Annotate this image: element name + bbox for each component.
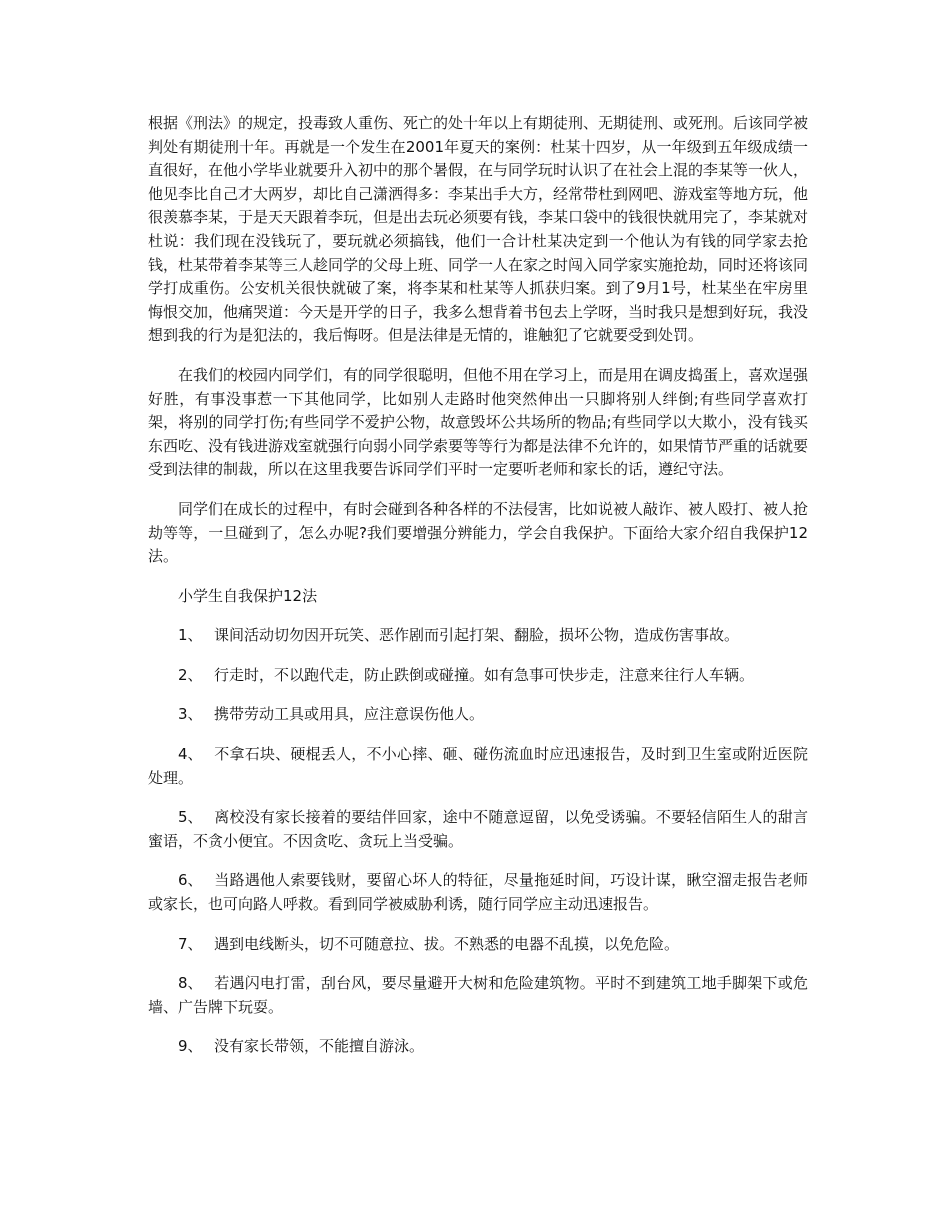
list-item-text: 不拿石块、硬棍丢人，不小心摔、砸、碰伤流血时应迅速报告，及时到卫生室或附近医院处理。 [148, 745, 808, 787]
list-item [148, 933, 808, 957]
list-item [148, 806, 808, 853]
list-title: 小学生自我保护12法 [178, 586, 318, 605]
list-item [148, 624, 808, 648]
document-page [148, 112, 808, 1059]
paragraph-school-behavior: 在我们的校园内同学们，有的同学很聪明，但他不用在学习上，而是用在调皮捣蛋上，喜欢逞强好胜，有事没事惹一下其他同学，比如别人走路时他突然伸出一只脚将别人绊倒;有些同学喜欢打架，将别的同学打伤;有些同学不爱护公物，故意毁坏公共场所的物品;有些同学以大欺小，没有钱买东西吃、没有钱进游戏室就强行向弱小同学索要等等行为都是法律不允许的，如果情节严重的话就要受到法律的制裁，所以在这里我要告诉同学们平时一定要听老师和家长的话，遵纪守法。 [148, 365, 809, 479]
list-item-text: 离校没有家长接着的要结伴回家，途中不随意逗留，以免受诱骗。不要轻信陌生人的甜言蜜语，不贪小便宜。不因贪吃、贪玩上当受骗。 [148, 808, 808, 850]
list-item-text: 行走时，不以跑代走，防止跌倒或碰撞。如有急事可快步走，注意来往行人车辆。 [214, 665, 755, 684]
list-item-number: 5、 [178, 808, 203, 827]
paragraph-case-story: 根据《刑法》的规定，投毒致人重伤、死亡的处十年以上有期徒刑、无期徒刑、或死刑。后该同学被判处有期徒刑十年。再就是一个发生在2001年夏天的案例：杜某十四岁，从一年级到五年级成绩一直很好，在他小学毕业就要升入初中的那个暑假，在与同学玩时认识了在社会上混的李某等一伙人，他见李比自己才大两岁，却比自己潇洒得多：李某出手大方，经常带杜到网吧、游戏室等地方玩，他很羡慕李某，于是天天跟着李玩，但是出去玩必须要有钱，李某口袋中的钱很快就用完了，李某就对杜说：我们现在没钱玩了，要玩就必须搞钱，他们一合计杜某决定到一个他认为有钱的同学家去抢钱，杜某带着李某等三人趁同学的父母上班、同学一人在家之时闯入同学家实施抢劫，同时还将该同学打成重伤。公安机关很快就破了案，将李某和杜某等人抓获归案。到了9月1号，杜某坐在牢房里悔恨交加，他痛哭道：今天是开学的日子，我多么想背着书包去上学呀，当时我只是想到好玩，我没想到我的行为是犯法的，我后悔呀。但是法律是无情的，谁触犯了它就要受到处罚。 [148, 114, 809, 345]
list-item [148, 743, 808, 790]
list-item-number: 2、 [178, 665, 203, 684]
list-item [148, 972, 808, 1019]
list-item-number: 7、 [178, 934, 203, 953]
list-item [148, 703, 808, 727]
list-item-number: 8、 [178, 974, 203, 993]
list-item-text: 若遇闪电打雷，刮台风，要尽量避开大树和危险建筑物。平时不到建筑工地手脚架下或危墙、广告牌下玩耍。 [148, 974, 808, 1016]
list-item-number: 1、 [178, 626, 203, 645]
list-item-number: 4、 [178, 745, 203, 764]
list-item-text: 课间活动切勿因开玩笑、恶作剧而引起打架、翻脸，损坏公物，造成伤害事故。 [214, 626, 740, 645]
list-item [148, 664, 808, 688]
list-item [148, 869, 808, 916]
list-item-number: 6、 [178, 871, 203, 890]
list-item-number: 3、 [178, 705, 203, 724]
list-item-number: 9、 [178, 1037, 203, 1056]
list-item-text: 当路遇他人索要钱财，要留心坏人的特征，尽量拖延时间，巧设计谋，瞅空溜走报告老师或家长，也可向路人呼救。看到同学被威胁利诱，随行同学应主动迅速报告。 [148, 871, 808, 914]
list-item-text: 没有家长带领，不能擅自游泳。 [214, 1037, 425, 1056]
paragraph-self-protection-intro: 同学们在成长的过程中，有时会碰到各种各样的不法侵害，比如说被人敲诈、被人殴打、被人抢劫等等，一旦碰到了，怎么办呢?我们要增强分辨能力，学会自我保护。下面给大家介绍自我保护12法。 [148, 499, 809, 566]
list-item-text: 遇到电线断头，切不可随意拉、拔。不熟悉的电器不乱摸，以免危险。 [214, 934, 680, 953]
list-item [148, 1035, 808, 1059]
list-item-text: 携带劳动工具或用具，应注意误伤他人。 [214, 705, 485, 724]
